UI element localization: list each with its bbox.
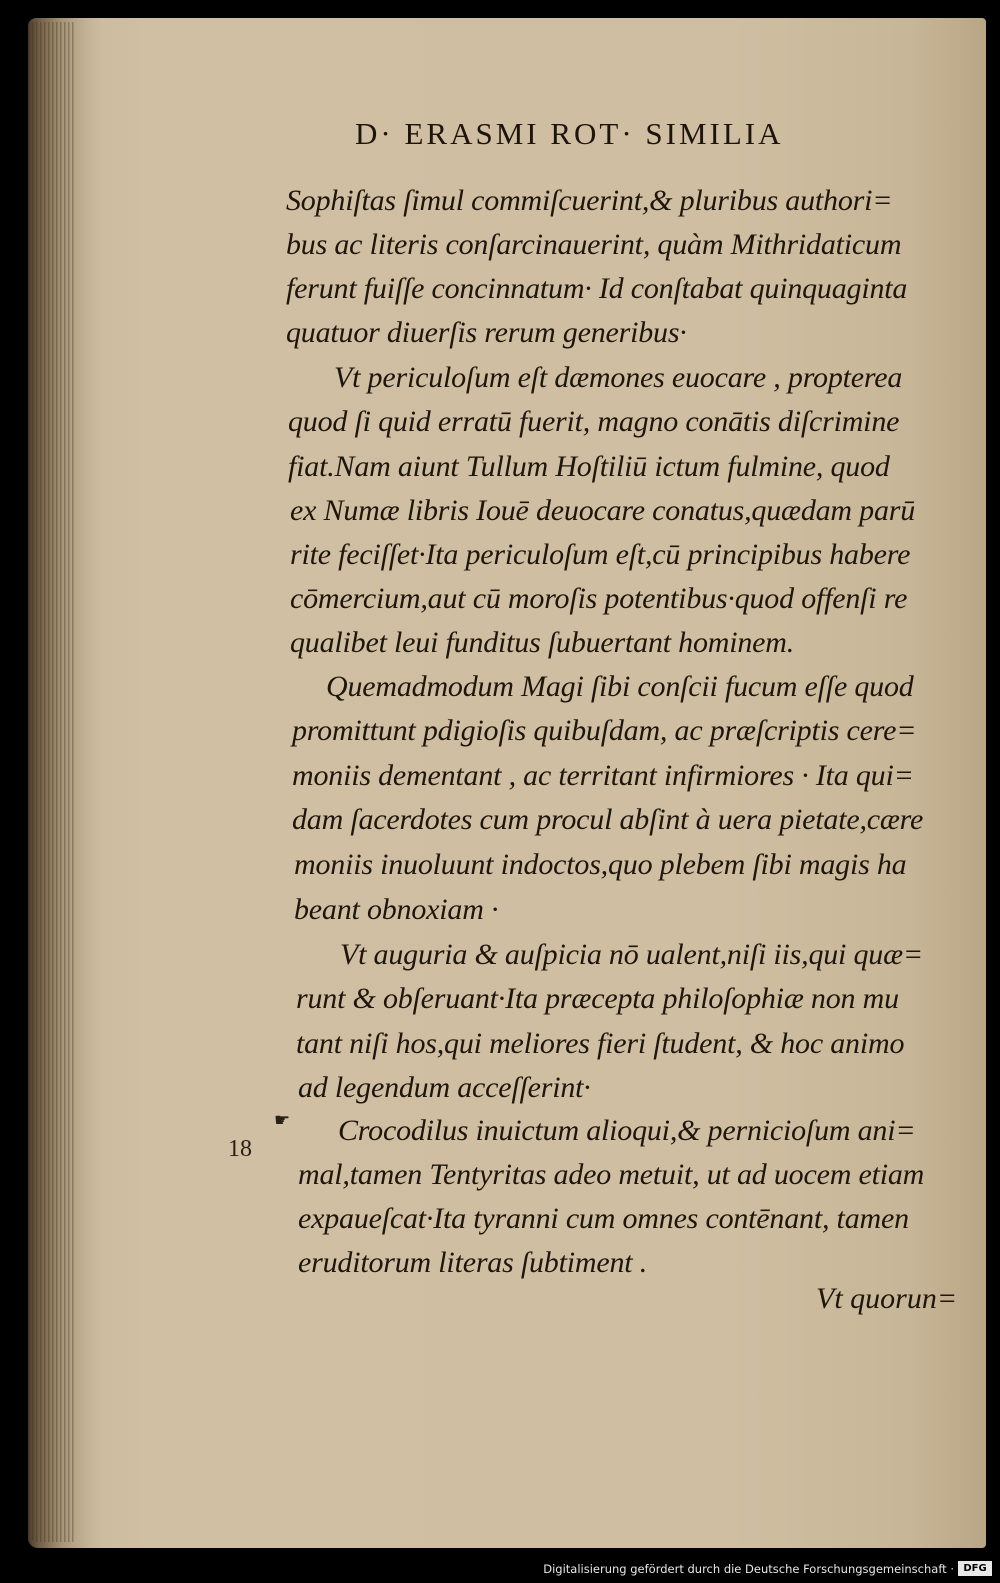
text-line: quod ſi quid erratū fuerit, magno conātis diſcrimine	[288, 405, 900, 438]
funding-credit: Digitalisierung gefördert durch die Deutsche Forschungsgemeinschaft ·	[543, 1562, 954, 1576]
text-line: ad legendum acceſſerint·	[298, 1071, 591, 1104]
text-line: beant obnoxiam ·	[294, 893, 499, 926]
text-line: quatuor diuerſis rerum generibus·	[286, 316, 687, 349]
page-edges	[28, 22, 76, 1542]
text-line: Sophiſtas ſimul commiſcuerint,& pluribus authori=	[286, 184, 893, 217]
text-line: mal,tamen Tentyritas adeo metuit, ut ad uocem etiam	[298, 1158, 925, 1191]
dfg-logo: DFG	[958, 1561, 992, 1576]
text-line: eruditorum literas ſubtiment .	[298, 1246, 647, 1279]
text-line: qualibet leui funditus ſubuertant hominem.	[290, 626, 795, 659]
text-line: moniis dementant , ac territant infirmiores · Ita qui=	[292, 759, 914, 792]
text-line: ferunt fuiſſe concinnatum· Id conſtabat quinquaginta	[286, 272, 908, 305]
text-line: tant niſi hos,qui meliores fieri ſtudent, & hoc animo	[296, 1027, 905, 1060]
text-line: Vt auguria & auſpicia nō ualent,niſi iis,qui quæ=	[340, 938, 923, 971]
text-line: runt & obſeruant·Ita præcepta philoſophiæ non mu	[296, 982, 899, 1015]
text-line: cōmercium,aut cū moroſis potentibus·quod offenſi re	[290, 582, 908, 615]
text-line: fiat.Nam aiunt Tullum Hoſtiliū ictum fulmine, quod	[288, 450, 890, 483]
text-line: ex Numæ libris Iouē deuocare conatus,quædam parū	[290, 494, 916, 527]
text-line: Quemadmodum Magi ſibi conſcii fucum eſſe quod	[326, 670, 914, 703]
catchword: Vt quorun=	[816, 1282, 958, 1315]
text-line: moniis inuoluunt indoctos,quo plebem ſibi magis ha	[294, 848, 907, 881]
text-line: rite feciſſet·Ita periculoſum eſt,cū principibus habere	[290, 538, 911, 571]
text-line: Vt periculoſum eſt dæmones euocare , propterea	[334, 361, 903, 394]
manicule-icon: ☛	[274, 1110, 291, 1131]
text-line: promittunt pdigioſis quibuſdam, ac præſcriptis cere=	[292, 714, 917, 747]
text-line: dam ſacerdotes cum procul abſint à uera pietate,cære	[292, 803, 924, 836]
running-header: D· ERASMI ROT· SIMILIA	[355, 116, 784, 151]
text-line: bus ac literis conſarcinauerint, quàm Mithridaticum	[286, 228, 902, 261]
text-line: Crocodilus inuictum alioqui,& pernicioſum ani=	[338, 1114, 916, 1147]
text-line: expaueſcat·Ita tyranni cum omnes contēnant, tamen	[298, 1202, 909, 1235]
margin-number: 18	[228, 1136, 252, 1162]
